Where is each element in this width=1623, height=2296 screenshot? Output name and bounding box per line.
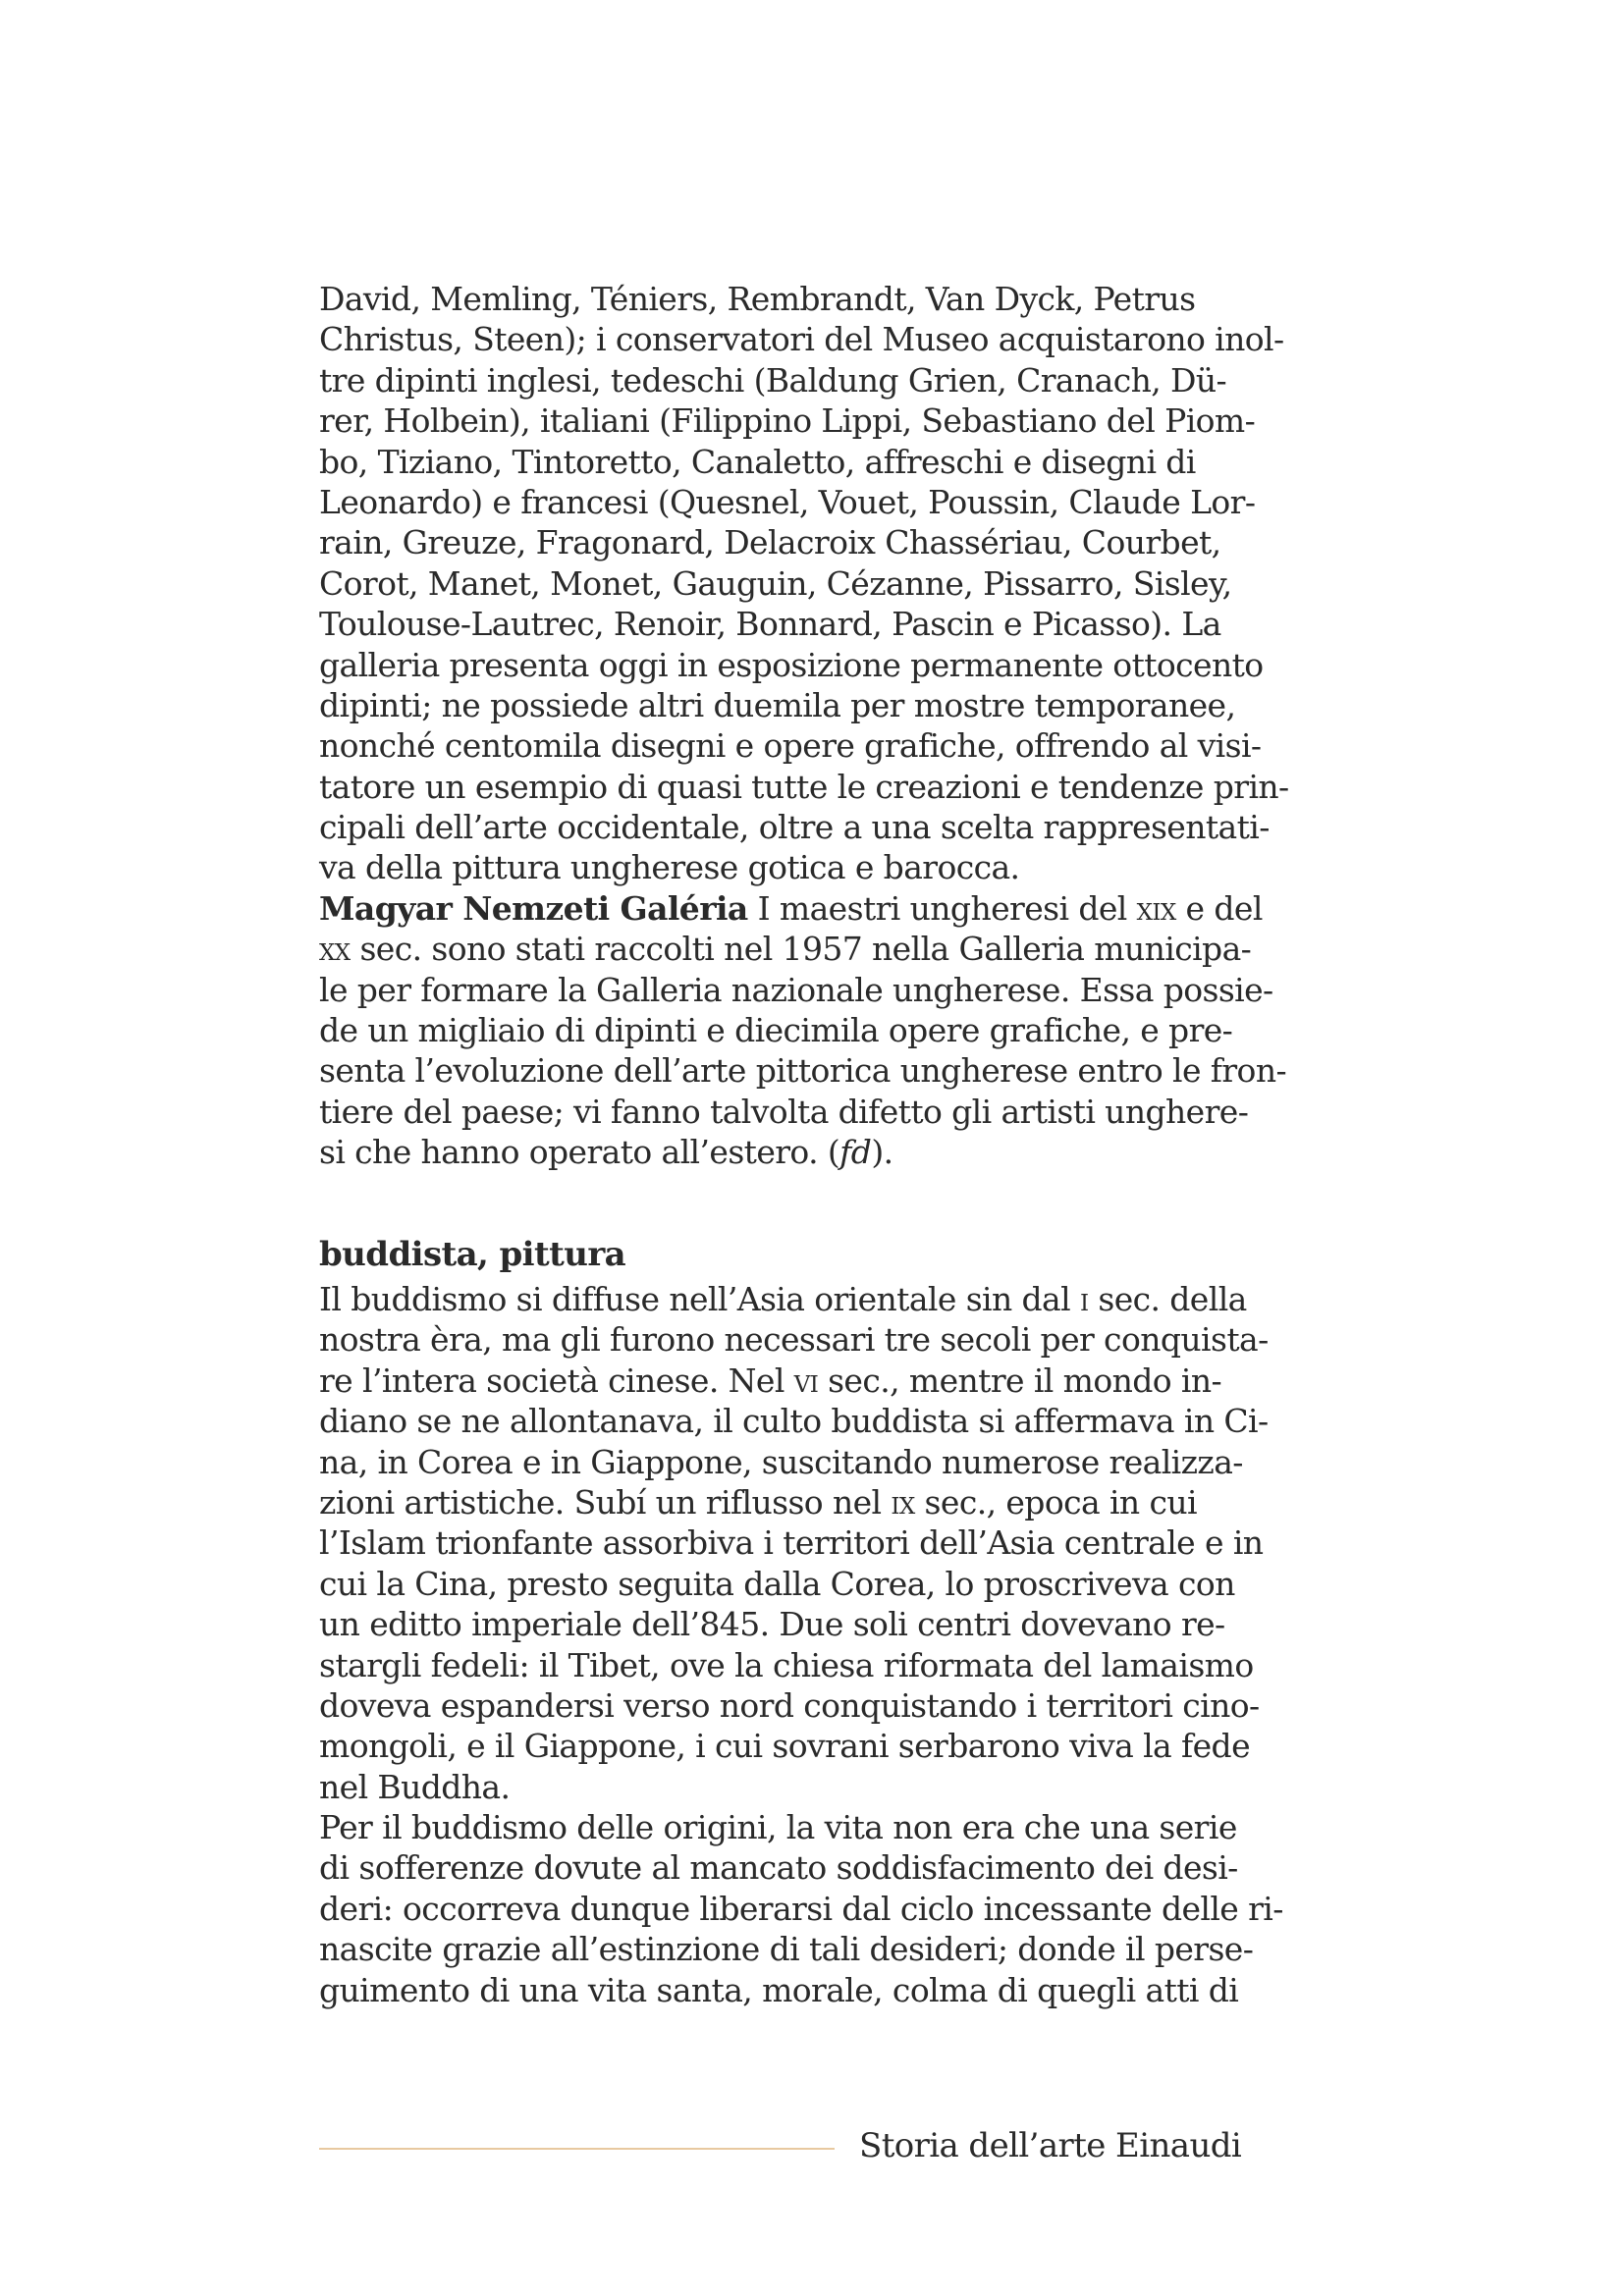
text-line: va della pittura ungherese gotica e barocca. [319, 848, 1020, 887]
inline-text: e del [1175, 888, 1263, 928]
body-text-bottom [319, 1279, 1281, 2010]
section-heading: buddista, pittura [319, 1235, 626, 1274]
inline-text: sec. sono stati raccolti nel [350, 930, 783, 969]
inline-text: re l’intera società cinese. Nel [319, 1361, 794, 1400]
inline-text: ). [871, 1133, 893, 1172]
inline-text: sec., mentre il mondo in- [818, 1361, 1222, 1400]
inline-text: sec. della [1088, 1280, 1247, 1318]
text-line: tiere del paese; vi fanno talvolta difetto gli artisti unghere- [319, 1092, 1249, 1131]
text-line: nascite grazie all’estinzione di tali desideri; donde il perse- [319, 1930, 1254, 1969]
text-line: nonché centomila disegni e opere grafiche, offrendo al visi- [319, 726, 1262, 766]
text-line: cui la Cina, presto seguita dalla Corea, lo proscriveva con [319, 1564, 1235, 1603]
text-line: dipinti; ne possiede altri duemila per mostre temporanee, [319, 685, 1236, 724]
text-line: doveva espandersi verso nord conquistando i territori cino- [319, 1685, 1260, 1725]
text-line: tatore un esempio di quasi tutte le creazioni e tendenze prin- [319, 767, 1289, 806]
inline-text: I maestri ungheresi del [747, 888, 1137, 928]
text-line: nostra èra, ma gli furono necessari tre secoli per conquista- [319, 1320, 1269, 1360]
roman-numeral: xx [319, 930, 351, 969]
roman-numeral: xix [1136, 888, 1176, 928]
text-line [319, 1361, 1281, 1401]
text-line: rain, Greuze, Fragonard, Delacroix Chassériau, Courbet, [319, 523, 1221, 562]
text-line: le per formare la Galleria nazionale ungherese. Essa possie- [319, 970, 1273, 1009]
roman-numeral: i [1079, 1280, 1089, 1318]
text-line: deri: occorreva dunque liberarsi dal ciclo incessante delle ri- [319, 1889, 1283, 1928]
inline-text: sec., epoca in cui [914, 1482, 1197, 1522]
text-line: bo, Tiziano, Tintoretto, Canaletto, affreschi e disegni di [319, 442, 1196, 481]
text-line: senta l’evoluzione dell’arte pittorica ungherese entro le fron- [319, 1051, 1287, 1091]
footer-rule [319, 2148, 835, 2150]
text-line: de un migliaio di dipinti e diecimila opere grafiche, e pre- [319, 1011, 1233, 1050]
text-line [319, 1279, 1281, 1319]
text-line: Christus, Steen); i conservatori del Museo acquistarono inol- [319, 320, 1284, 359]
text-line: Per il buddismo delle origini, la vita non era che una serie [319, 1808, 1237, 1847]
roman-numeral: vi [793, 1361, 819, 1400]
text-line [319, 888, 1281, 929]
text-line: Toulouse-Lautrec, Renoir, Bonnard, Pascin e Picasso). La [319, 605, 1221, 644]
text-line: mongoli, e il Giappone, i cui sovrani serbarono viva la fede [319, 1727, 1251, 1766]
text-line: stargli fedeli: il Tibet, ove la chiesa riformata del lamaismo [319, 1645, 1254, 1684]
text-line: Corot, Manet, Monet, Gauguin, Cézanne, Pissarro, Sisley, [319, 563, 1232, 603]
roman-numeral: ix [891, 1482, 915, 1522]
text-line: l’Islam trionfante assorbiva i territori dell’Asia centrale e in [319, 1523, 1264, 1563]
text-line [319, 1482, 1281, 1522]
text-line: galleria presenta oggi in esposizione permanente ottocento [319, 645, 1264, 684]
text-line: rer, Holbein), italiani (Filippino Lippi, Sebastiano del Piom- [319, 401, 1256, 441]
inline-text: nella Galleria municipa- [862, 930, 1252, 969]
text-line: David, Memling, Téniers, Rembrandt, Van Dyck, Petrus [319, 280, 1196, 318]
body-text-top [319, 279, 1289, 1173]
inline-text: zioni artistiche. Subí un riflusso nel [319, 1482, 892, 1522]
entry-title-magyar-nemzeti-galeria: Magyar Nemzeti Galéria [319, 888, 748, 928]
text-line [319, 1132, 1281, 1172]
text-line: na, in Corea e in Giappone, suscitando numerose realizza- [319, 1442, 1243, 1481]
inline-text: Il buddismo si diffuse nell’Asia orientale sin dal [319, 1280, 1080, 1318]
year: 1957 [782, 930, 863, 969]
text-line: Leonardo) e francesi (Quesnel, Vouet, Poussin, Claude Lor- [319, 482, 1256, 521]
text-line [319, 929, 1281, 969]
text-line: un editto imperiale dell’845. Due soli centri dovevano re- [319, 1605, 1225, 1644]
text-line: guimento di una vita santa, morale, colma di quegli atti di [319, 1970, 1239, 2009]
text-line: nel Buddha. [319, 1767, 511, 1806]
text-line: diano se ne allontanava, il culto buddista si affermava in Ci- [319, 1402, 1269, 1441]
footer-title: Storia dell’arte Einaudi [859, 2126, 1242, 2165]
text-line: tre dipinti inglesi, tedeschi (Baldung Grien, Cranach, Dü- [319, 360, 1227, 400]
text-line: di sofferenze dovute al mancato soddisfacimento dei desi- [319, 1848, 1238, 1888]
text-line: cipali dell’arte occidentale, oltre a una scelta rappresentati- [319, 808, 1270, 847]
author-initials: fd [839, 1133, 872, 1172]
inline-text: si che hanno operato all’estero. ( [319, 1133, 840, 1172]
